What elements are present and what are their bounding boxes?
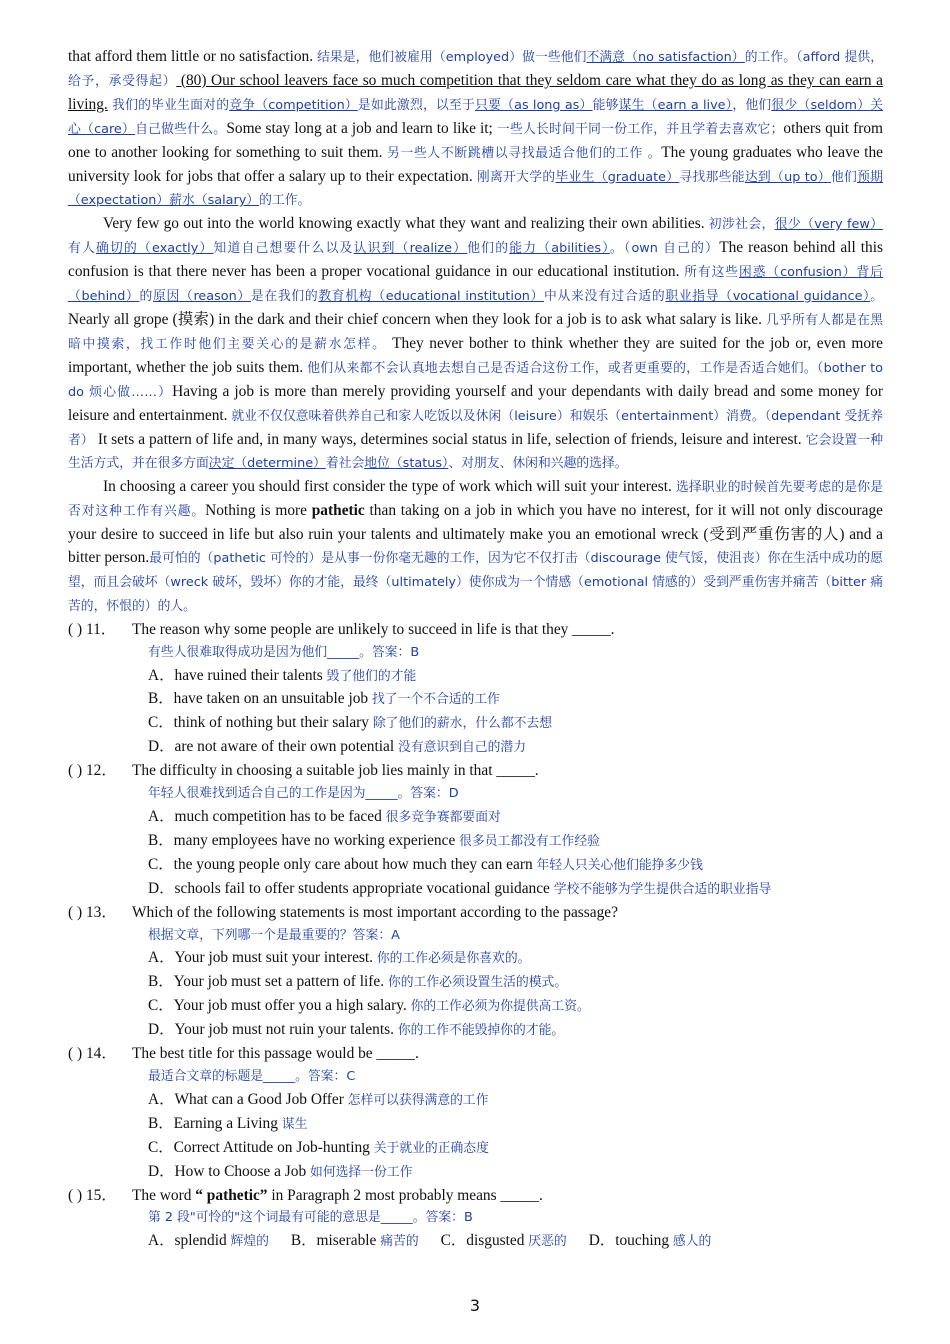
option-text: A．Your job must suit your interest. <box>148 949 377 967</box>
chinese-annotation: 初涉社会， <box>708 217 775 233</box>
answer-option <box>441 1232 567 1249</box>
chinese-annotation: 的 <box>139 289 154 305</box>
chinese-annotation: 它会设置一种生活方式，并在很多方面 <box>68 432 884 472</box>
chinese-annotation: 几乎所有人都是在黑暗中摸索，找工作时他们主要关心的是薪水怎样。 <box>68 312 884 352</box>
chinese-annotation: 竞争（competition） <box>229 97 358 113</box>
passage-paragraph-1 <box>68 46 883 213</box>
option-translation: 没有意识到自己的潜力 <box>398 740 526 756</box>
chinese-annotation: 谋生（earn a live） <box>618 97 733 113</box>
chinese-annotation: 知道自己想要什么以及 <box>213 241 354 257</box>
passage-text: Having a job is more than merely providing yourself and your dependants with daily bread and some money for leisure and entertainment. <box>68 382 883 424</box>
passage-text: others quit from one to another looking for something to suit them. <box>68 119 884 161</box>
option-text: B．many employees have no working experience <box>148 831 460 849</box>
passage-text: Nothing is more <box>205 502 312 520</box>
passage-text: The young graduates who leave the university look for jobs that offer a salary up to their expectation. <box>68 143 883 185</box>
option-text: D．schools fail to offer students appropriate vocational guidance <box>148 879 554 897</box>
option-translation: 很多竞争赛都要面对 <box>385 810 501 825</box>
answer-option <box>148 1019 883 1043</box>
passage-text: Very few go out into the world knowing exactly what they want and realizing their own abilities. <box>103 215 709 233</box>
question-stem <box>68 1043 883 1066</box>
option-translation: 如何选择一份工作 <box>310 1164 413 1180</box>
option-text: B．Your job must set a pattern of life. <box>148 973 388 991</box>
question-translation: 第 2 段"可怜的"这个词最有可能的意思是_____。答案：B <box>148 1210 473 1226</box>
chinese-annotation: 认识到（realize） <box>353 241 468 257</box>
chinese-annotation: 。 <box>870 289 883 305</box>
chinese-annotation: 毕业生（graduate） <box>555 169 680 185</box>
passage-paragraph-3 <box>68 476 883 618</box>
answer-option <box>291 1232 419 1249</box>
question-text: The reason why some people are unlikely to succeed in life is that they _____. <box>132 620 615 638</box>
option-translation: 年轻人只关心他们能挣多少钱 <box>536 857 703 873</box>
option-text: B．miserable <box>290 1232 381 1250</box>
question-number: ( ) 15． <box>68 1186 117 1204</box>
answer-option <box>148 1161 883 1185</box>
question-13 <box>68 902 883 1043</box>
option-translation: 痛苦的 <box>380 1234 419 1250</box>
option-translation: 感人的 <box>672 1234 712 1250</box>
passage-text: (80) Our school leavers face so much competition that they seldom care what they do as long as they can earn a living. <box>68 71 884 113</box>
chinese-annotation: 能够 <box>592 97 619 113</box>
answer-option <box>589 1232 712 1249</box>
option-text: C．Your job must offer you a high salary. <box>148 997 411 1015</box>
option-translation: 你的工作必须为你提供高工资。 <box>410 999 590 1015</box>
option-translation: 你的工作不能毁掉你的才能。 <box>397 1023 565 1039</box>
chinese-annotation: 、对朋友、休闲和兴趣的选择。 <box>448 456 628 472</box>
chinese-annotation: 是在我们的 <box>250 289 319 305</box>
question-text: Which of the following statements is most important according to the passage? <box>132 903 618 921</box>
chinese-annotation: 不满意（no satisfaction） <box>586 50 745 65</box>
option-translation: 你的工作必须设置生活的模式。 <box>387 975 568 991</box>
question-11 <box>68 619 883 760</box>
chinese-annotation: 确切的（exactly） <box>96 241 214 257</box>
chinese-annotation: 寻找那些能 <box>679 169 745 185</box>
chinese-annotation: 。（own 自己的） <box>609 241 720 257</box>
document-page <box>68 46 883 1254</box>
chinese-annotation: 他们的 <box>467 241 510 257</box>
question-text: The word <box>132 1186 196 1204</box>
option-text: B．Earning a Living <box>148 1114 282 1132</box>
option-text: A．What can a Good Job Offer <box>148 1090 348 1108</box>
chinese-annotation: 决定（determine） <box>208 456 326 472</box>
answer-option <box>148 995 883 1019</box>
chinese-annotation: 自己做些什么。 <box>135 121 227 137</box>
option-text: A．have ruined their talents <box>148 666 327 684</box>
answer-option <box>148 947 883 971</box>
question-number: ( ) 14． <box>68 1045 117 1063</box>
chinese-annotation: 就业不仅仅意味着供养自己和家人吃饭以及休闲（leisure）和娱乐（entertainment）消费。（dependant 受抚养者） <box>68 408 883 448</box>
chinese-annotation: 刚离开大学的 <box>476 169 556 185</box>
answer-option <box>148 1089 883 1113</box>
question-stem <box>68 619 883 642</box>
option-text: C．disgusted <box>440 1232 529 1250</box>
chinese-annotation: 中从来没有过合适的 <box>544 289 666 305</box>
chinese-annotation: 有人 <box>68 241 97 257</box>
option-translation: 怎样可以获得满意的工作 <box>347 1092 489 1108</box>
question-stem <box>68 760 883 783</box>
passage-text: In choosing a career you should first consider the type of work which will suit your interest. <box>103 478 676 496</box>
question-translation: 有些人很难取得成功是因为他们_____。答案：B <box>148 644 420 660</box>
option-text: D．are not aware of their own potential <box>148 738 399 756</box>
option-text: D．Your job must not ruin your talents. <box>148 1021 398 1039</box>
passage-text: that afford them little or no satisfaction. <box>68 48 318 65</box>
answer-option <box>148 1113 883 1137</box>
question-number: ( ) 11． <box>68 620 117 638</box>
option-text: D．How to Choose a Job <box>148 1162 311 1180</box>
chinese-annotation: 着社会 <box>325 456 365 472</box>
option-translation: 除了他们的薪水，什么都不去想 <box>372 716 553 732</box>
option-translation: 关于就业的正确态度 <box>373 1140 489 1156</box>
answer-options <box>148 1230 883 1254</box>
option-text: A．splendid <box>148 1232 231 1250</box>
option-translation: 找了一个不合适的工作 <box>371 692 500 708</box>
answer-option <box>148 830 883 854</box>
passage-text: pathetic <box>311 502 365 520</box>
passage-text: than taking on a job in which you have no interest, for it will not only discourage your desire to succeed in life but also ruin your talents and ultimately make you an emotional wreck (受到严重伤害的人) and a bitter person. <box>68 502 883 567</box>
answer-option <box>148 806 883 830</box>
answer-option <box>148 712 883 736</box>
chinese-annotation: ，他们 <box>732 97 772 113</box>
passage-text: Nearly all grope (摸索) in the dark and their chief concern when they look for a job is to ask what salary is like. <box>68 310 767 328</box>
chinese-annotation: 他们 <box>830 169 858 185</box>
chinese-annotation: 很少（very few） <box>774 217 884 233</box>
question-12 <box>68 760 883 901</box>
passage-text: Some stay long at a job and learn to like it; <box>226 119 497 137</box>
chinese-annotation: 地位（status） <box>364 456 449 472</box>
question-text: The best title for this passage would be _____. <box>132 1045 419 1063</box>
option-translation: 毁了他们的才能 <box>326 668 417 684</box>
answer-option <box>148 688 883 712</box>
chinese-annotation: 预期（expectation）薪水（salary） <box>68 169 884 209</box>
page-number: 3 <box>469 1296 481 1315</box>
question-keyword: “ pathetic” <box>195 1186 268 1204</box>
answer-option <box>148 971 883 995</box>
question-translation: 年轻人很难找到适合自己的工作是因为_____。答案：D <box>148 786 459 802</box>
question-text: The difficulty in choosing a suitable job lies mainly in that _____. <box>132 762 539 780</box>
chinese-annotation: 的工作。 <box>259 193 311 209</box>
answer-option <box>148 736 883 760</box>
option-translation: 很多员工都没有工作经验 <box>459 833 600 849</box>
answer-option <box>148 1232 269 1249</box>
chinese-annotation: 很少（seldom）关心（care） <box>68 97 884 137</box>
question-14 <box>68 1043 883 1184</box>
answer-option <box>148 854 883 878</box>
chinese-annotation: 困惑（confusion）背后（behind） <box>68 265 883 305</box>
chinese-annotation: 最可怕的（pathetic 可怜的）是从事一份你毫无趣的工作，因为它不仅打击（discourage 使气馁，使沮丧）你在生活中成功的愿望，而且会破坏（wreck 破坏，毁坏）你的才能，最终（ultimately）使你成为一个情感（emotional 情感的）受到严重伤害并痛苦（bitter 痛苦的，怀恨的）的人。 <box>68 551 883 614</box>
question-translation: 根据文章，下列哪一个是最重要的？答案：A <box>148 927 400 943</box>
chinese-annotation: 达到（up to） <box>744 169 831 185</box>
chinese-annotation: 结果是，他们被雇用（employed）做一些他们 <box>317 50 587 65</box>
answer-option <box>148 1137 883 1161</box>
chinese-annotation: 职业指导（vocational guidance） <box>665 289 871 305</box>
answer-option <box>148 878 883 902</box>
chinese-annotation: 一些人长时间干同一份工作，并且学着去喜欢它； <box>496 121 784 137</box>
chinese-annotation: 另一些人不断跳槽以寻找最适合他们的工作 。 <box>387 145 662 161</box>
option-translation: 辉煌的 <box>230 1234 269 1250</box>
chinese-annotation: 的工作。（afford 提供，给予，承受得起） <box>68 50 883 89</box>
chinese-annotation: 我们的毕业生面对的 <box>107 97 230 113</box>
option-translation: 你的工作必须是你喜欢的。 <box>376 951 531 967</box>
answer-option <box>148 665 883 689</box>
chinese-annotation: 选择职业的时候首先要考虑的是你是否对这种工作有兴趣。 <box>68 480 883 520</box>
option-text: D．touching <box>588 1232 673 1250</box>
chinese-annotation: 所有这些 <box>684 265 740 281</box>
chinese-annotation: 能力（abilities） <box>509 241 610 257</box>
question-text: in Paragraph 2 most probably means _____. <box>267 1186 543 1204</box>
question-number: ( ) 13． <box>68 903 117 921</box>
question-stem <box>68 902 883 925</box>
option-text: B．have taken on an unsuitable job <box>148 690 372 708</box>
chinese-annotation: 教育机构（educational institution） <box>318 289 545 305</box>
option-translation: 厌恶的 <box>528 1234 567 1250</box>
passage-text: The reason behind all this confusion is that there never has been a proper vocational guidance in our educational institution. <box>68 239 884 281</box>
passage-text: It sets a pattern of life and, in many ways, determines social status in life, selection of friends, leisure and interest. <box>93 430 806 448</box>
passage-paragraph-2 <box>68 213 883 476</box>
option-text: C．Correct Attitude on Job-hunting <box>148 1138 374 1156</box>
question-15 <box>68 1185 883 1255</box>
question-translation: 最适合文章的标题是_____。答案：C <box>148 1068 356 1084</box>
option-text: C．the young people only care about how much they can earn <box>148 855 537 873</box>
option-translation: 学校不能够为学生提供合适的职业指导 <box>553 881 772 897</box>
chinese-annotation: 是如此激烈，以至于 <box>357 97 476 113</box>
question-number: ( ) 12． <box>68 762 117 780</box>
chinese-annotation: 原因（reason） <box>153 289 251 305</box>
question-list <box>68 619 883 1185</box>
chinese-annotation: 他们从来都不会认真地去想自己是否适合这份工作，或者更重要的，工作是否适合她们。（bother to do 烦心做……） <box>68 360 883 400</box>
option-text: A．much competition has to be faced <box>148 808 386 825</box>
question-stem <box>68 1185 883 1208</box>
chinese-annotation: 只要（as long as） <box>475 97 593 113</box>
option-translation: 谋生 <box>281 1116 308 1132</box>
passage-text: They never bother to think whether they are suited for the job or, even more important, whether the job suits them. <box>68 334 884 376</box>
option-text: C．think of nothing but their salary <box>148 714 373 732</box>
